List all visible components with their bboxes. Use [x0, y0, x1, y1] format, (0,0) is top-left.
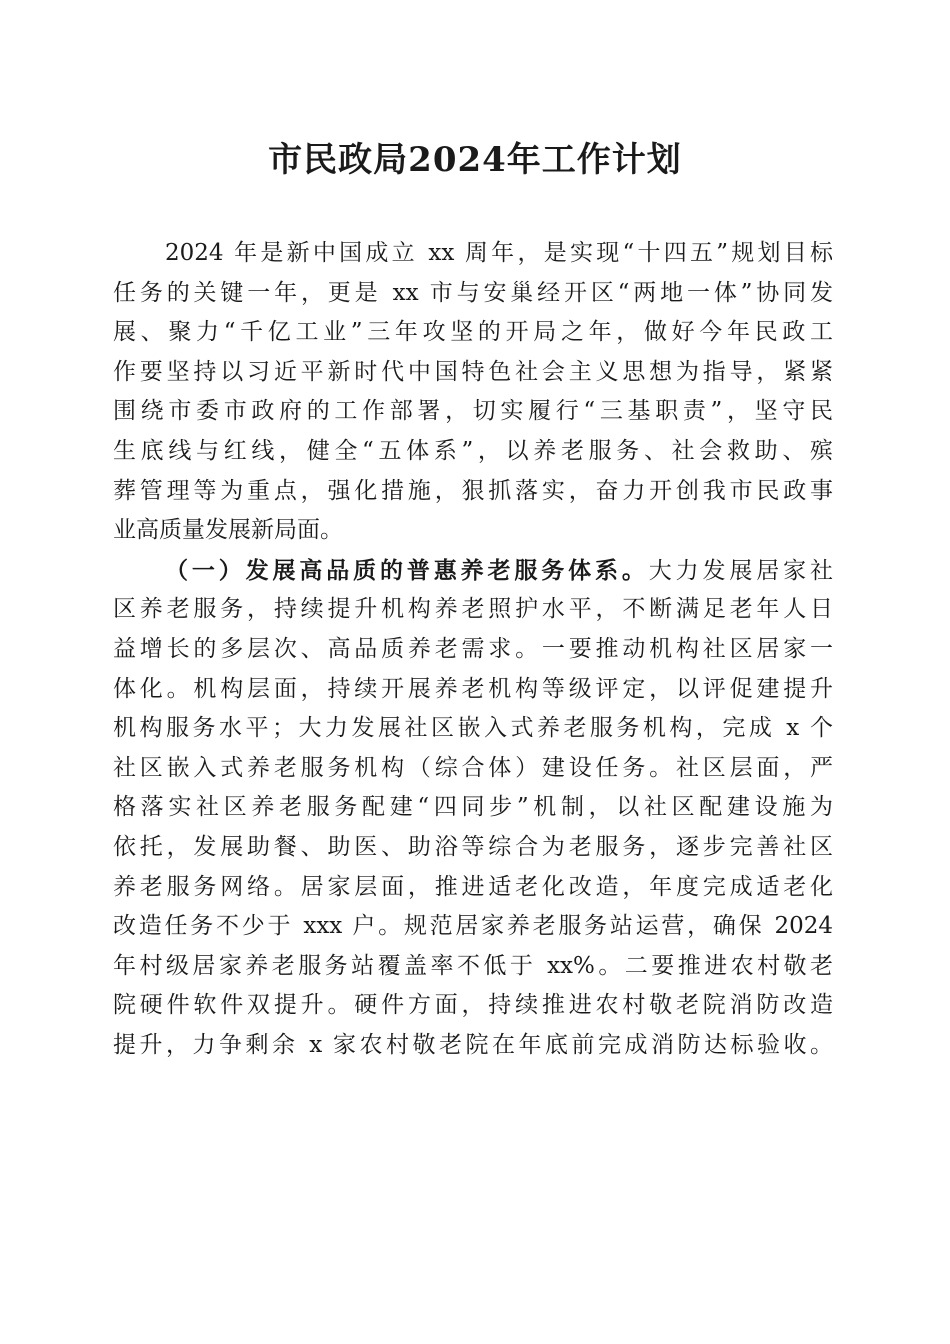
section-1-paragraph — [113, 551, 833, 1066]
paragraph-line: 养老服务网络。居家层面，推进适老化改造，年度完成适老化 — [113, 873, 833, 900]
paragraph-line: 机构服务水平；大力发展社区嵌入式养老服务机构，完成 x 个 — [113, 715, 833, 742]
section-1-first-line-text: 大力发展居家社 — [648, 557, 833, 584]
paragraph-line: 社区嵌入式养老服务机构（综合体）建设任务。社区层面，严 — [113, 754, 833, 781]
paragraph-line: 任务的关键一年，更是 xx 市与安巢经开区“两地一体”协同发 — [113, 279, 833, 306]
paragraph-line: 2024 年是新中国成立 xx 周年，是实现“十四五”规划目标 — [165, 240, 833, 266]
paragraph-line: 提升，力争剩余 x 家农村敬老院在年底前完成消防达标验收。 — [113, 1031, 833, 1058]
paragraph-line: 作要坚持以习近平新时代中国特色社会主义思想为指导，紧紧 — [113, 358, 833, 385]
section-1-heading: （一）发展高品质的普惠养老服务体系。 — [165, 556, 649, 584]
paragraph-line: 围绕市委市政府的工作部署，切实履行“三基职责”，坚守民 — [113, 398, 833, 425]
paragraph-line: 年村级居家养老服务站覆盖率不低于 xx%。二要推进农村敬老 — [113, 952, 833, 979]
document-body — [113, 234, 833, 1065]
intro-paragraph — [113, 234, 833, 551]
paragraph-line: 改造任务不少于 xxx 户。规范居家养老服务站运营，确保 2024 — [113, 913, 833, 940]
paragraph-line: 生底线与红线，健全“五体系”，以养老服务、社会救助、殡 — [113, 437, 833, 464]
paragraph-line: 益增长的多层次、高品质养老需求。一要推动机构社区居家一 — [113, 635, 833, 662]
paragraph-line — [113, 551, 833, 591]
paragraph-line: 展、聚力“千亿工业”三年攻坚的开局之年，做好今年民政工 — [113, 319, 833, 346]
paragraph-line: 依托，发展助餐、助医、助浴等综合为老服务，逐步完善社区 — [113, 833, 833, 860]
paragraph-line: 格落实社区养老服务配建“四同步”机制，以社区配建设施为 — [113, 794, 833, 821]
paragraph-line: 体化。机构层面，持续开展养老机构等级评定，以评促建提升 — [113, 675, 833, 702]
document-title: 市民政局2024年工作计划 — [268, 140, 682, 180]
paragraph-line: 区养老服务，持续提升机构养老照护水平，不断满足老年人日 — [113, 596, 833, 623]
paragraph-line: 葬管理等为重点，强化措施，狠抓落实，奋力开创我市民政事 — [113, 477, 833, 504]
paragraph-line: 院硬件软件双提升。硬件方面，持续推进农村敬老院消防改造 — [113, 992, 833, 1019]
paragraph-line: 业高质量发展新局面。 — [113, 517, 343, 544]
